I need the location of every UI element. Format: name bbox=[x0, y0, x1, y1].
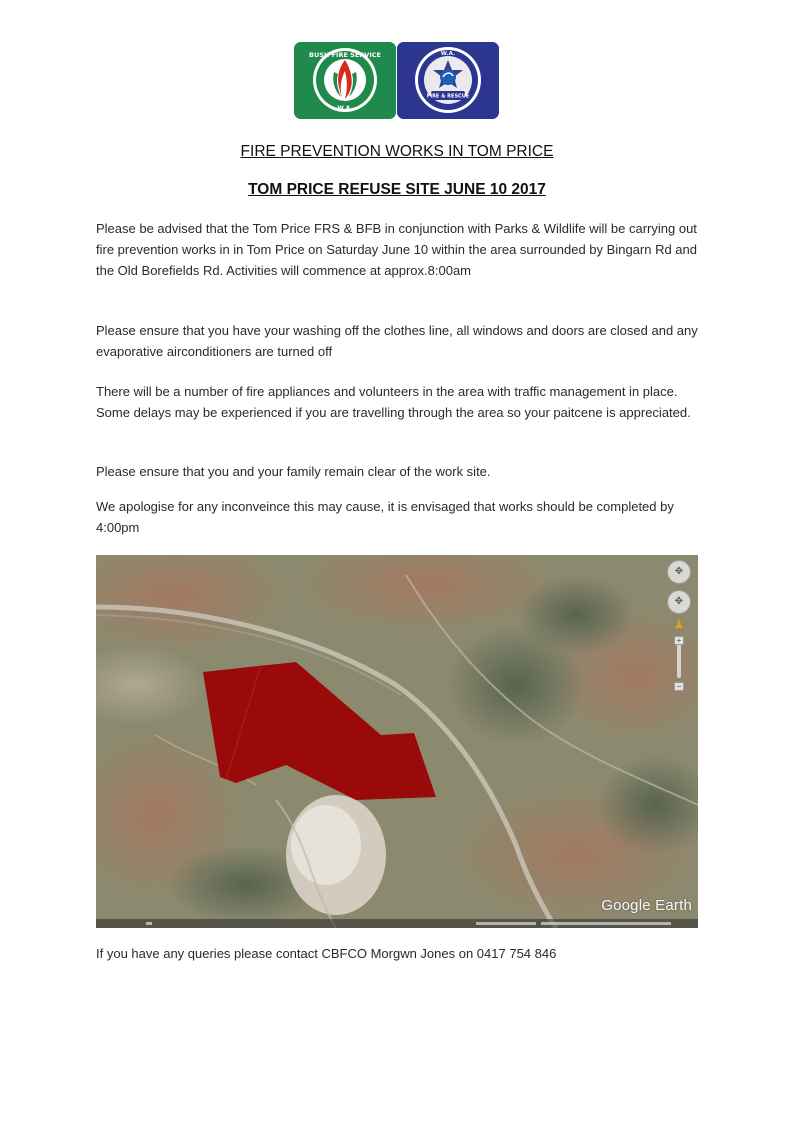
street-view-pegman-icon[interactable]: ♟ bbox=[674, 619, 684, 631]
coordinates-block bbox=[541, 922, 671, 925]
page-title: FIRE PREVENTION WORKS IN TOM PRICE bbox=[240, 143, 554, 160]
map-navigation-controls bbox=[666, 560, 692, 700]
notice-paragraph-schedule: Please be advised that the Tom Price FRS & BFB in conjunction with Parks & Wildlife will be carrying out fire prevention works in in Tom Price on Saturday June 10 within the area surrounded by Bingarn Rd and the Old Borefields Rd. Activities will commence at approx.8:00am bbox=[96, 221, 697, 278]
bfs-ring-text: BUSH FIRE SERVICE bbox=[309, 51, 381, 59]
contact-line: If you have any queries please contact CBFCO Morgwn Jones on 0417 754 846 bbox=[96, 946, 557, 961]
map-status-bar bbox=[96, 919, 698, 928]
bfs-bottom-text: W.A. bbox=[337, 105, 353, 112]
fire-rescue-emblem bbox=[397, 42, 499, 119]
tilt-control[interactable]: ✥ bbox=[667, 590, 691, 614]
fire-rescue-logo bbox=[397, 42, 499, 119]
fes-band-text: FIRE & RESCUE bbox=[426, 93, 470, 100]
google-earth-brand: Google Earth bbox=[601, 897, 692, 914]
compass-control[interactable]: ✥ bbox=[667, 560, 691, 584]
zoom-in-button[interactable]: + bbox=[674, 636, 684, 645]
imagery-date-block bbox=[476, 922, 536, 925]
status-bar-icon bbox=[146, 922, 152, 925]
satellite-map[interactable] bbox=[96, 555, 698, 928]
fes-top-text: W.A. bbox=[440, 51, 456, 57]
page-subtitle: TOM PRICE REFUSE SITE JUNE 10 2017 bbox=[248, 181, 546, 198]
notice-paragraph-traffic: There will be a number of fire appliances and volunteers in the area with traffic management in place. Some delays may be experienced if you are travelling through the area so your paitcene is appreciated. bbox=[96, 384, 691, 420]
satellite-imagery bbox=[96, 555, 698, 928]
header-logos bbox=[294, 42, 500, 120]
notice-paragraph-apology: We apologise for any inconveince this may cause, it is envisaged that works should be completed by 4:00pm bbox=[96, 499, 674, 535]
bush-fire-service-emblem bbox=[294, 42, 396, 119]
zoom-out-button[interactable]: − bbox=[674, 682, 684, 691]
bush-fire-service-logo bbox=[294, 42, 396, 119]
notice-paragraph-precautions: Please ensure that you have your washing off the clothes line, all windows and doors are closed and any evaporative airconditioners are turned off bbox=[96, 323, 698, 359]
notice-paragraph-clearance: Please ensure that you and your family remain clear of the work site. bbox=[96, 464, 491, 479]
